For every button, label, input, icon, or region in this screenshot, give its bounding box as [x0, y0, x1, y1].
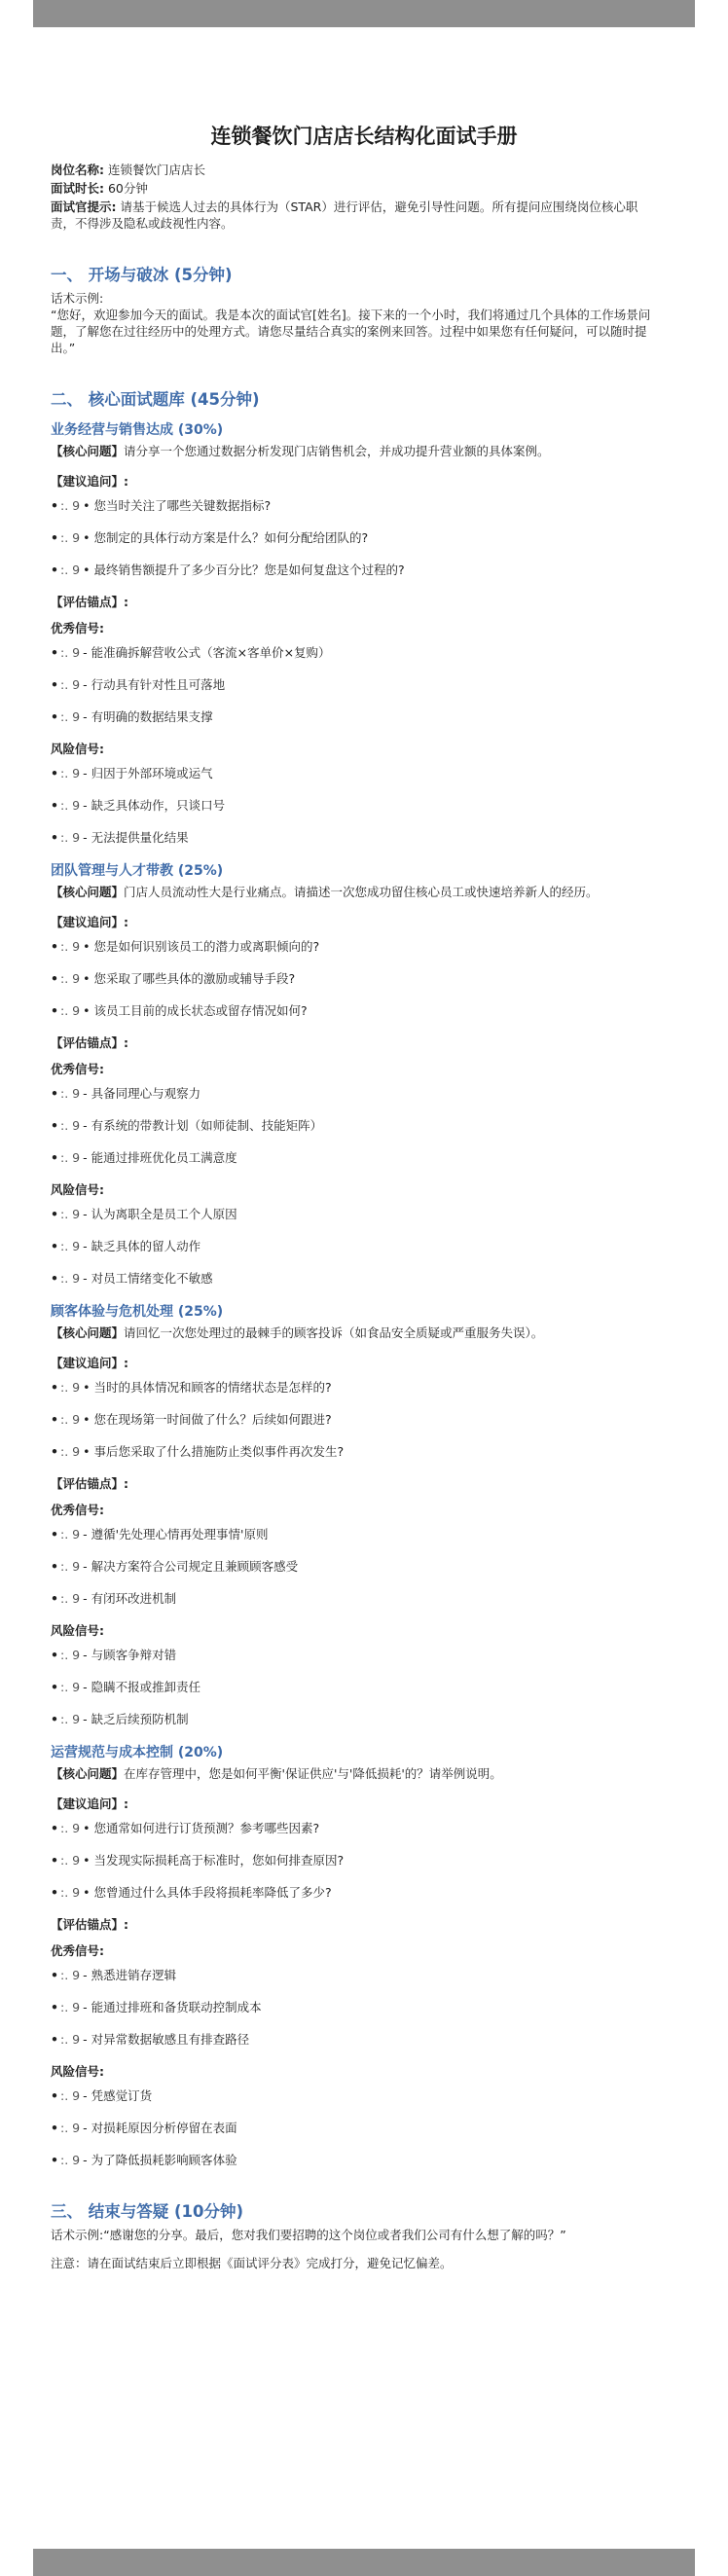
list-item: • :. 9 • 您当时关注了哪些关键数据指标? — [51, 498, 272, 513]
bullet-icon: • — [51, 1853, 58, 1868]
opening-script: “您好，欢迎参加今天的面试。我是本次的面试官[姓名]。接下来的一个小时，我们将通过几个具体的工作场景问题，了解您在过往经历中的处理方式。请您尽量结合真实的案例来回答。过程中如果您有任何疑问，可以随时提出。” — [51, 308, 651, 355]
list-glyph: :. 9 — [60, 798, 81, 813]
list-item: • :. 9 - 缺乏具体的留人动作 — [51, 1239, 201, 1253]
core-question-label: 【核心问题】 — [51, 885, 125, 899]
list-item-text: 无法提供量化结果 — [91, 830, 189, 845]
question-block — [51, 420, 654, 846]
list-item-text: 解决方案符合公司规定且兼顾顾客感受 — [91, 1559, 299, 1574]
list-item-text: 能通过排班优化员工满意度 — [91, 1150, 237, 1165]
list-item: • :. 9 - 与顾客争辩对错 — [51, 1648, 177, 1662]
followup-label: 【建议追问】: — [51, 474, 128, 489]
bullet-icon: • — [51, 1648, 58, 1662]
list-item-text: 有明确的数据结果支撑 — [91, 709, 213, 724]
meta-label: 面试时长: — [51, 181, 104, 196]
list-glyph: :. 9 — [60, 1380, 81, 1395]
bullet-icon: • — [51, 645, 58, 660]
list-item-text: 具备同理心与观察力 — [91, 1086, 201, 1101]
list-glyph: :. 9 — [60, 1680, 81, 1694]
evaluation-label: 【评估锚点】: — [51, 1476, 128, 1491]
list-item-text: 当发现实际损耗高于标准时，您如何排查原因? — [93, 1853, 345, 1868]
bullet-icon: • — [51, 766, 58, 780]
list-glyph: :. 9 — [60, 498, 81, 513]
core-question-text: 请回忆一次您处理过的最棘手的顾客投诉（如食品安全质疑或严重服务失误）。 — [124, 1325, 544, 1340]
competency-heading: 业务经营与销售达成 (30%) — [51, 422, 224, 438]
bullet-icon: • — [51, 562, 58, 577]
list-glyph: :. 9 — [60, 1271, 81, 1286]
good-signal-label: 优秀信号: — [51, 621, 104, 635]
list-glyph: :. 9 — [60, 1968, 81, 1982]
list-glyph: :. 9 — [60, 2153, 81, 2167]
list-glyph: :. 9 — [60, 1118, 81, 1133]
list-item-text: 有闭环改进机制 — [91, 1591, 177, 1606]
list-item-text: 缺乏具体动作，只谈口号 — [91, 798, 226, 813]
competency-heading: 顾客体验与危机处理 (25%) — [51, 1304, 224, 1320]
bullet-icon: • — [51, 1086, 58, 1101]
list-item: • :. 9 - 能准确拆解营收公式（客流×客单价×复购） — [51, 645, 331, 660]
list-item: • :. 9 - 缺乏后续预防机制 — [51, 1712, 189, 1726]
list-item-text: 熟悉进销存逻辑 — [91, 1968, 177, 1982]
list-item: • :. 9 • 当发现实际损耗高于标准时，您如何排查原因? — [51, 1853, 345, 1868]
good-signal-label: 优秀信号: — [51, 1503, 104, 1517]
list-item-text: 遵循'先处理心情再处理事情'原则 — [91, 1527, 269, 1542]
bullet-icon: • — [51, 830, 58, 845]
list-glyph: :. 9 — [60, 645, 81, 660]
list-item-text: 对员工情绪变化不敏感 — [91, 1271, 213, 1286]
list-item: • :. 9 - 有明确的数据结果支撑 — [51, 709, 213, 724]
list-glyph: :. 9 — [60, 939, 81, 954]
section-core-heading: 二、 核心面试题库 (45分钟) — [51, 390, 260, 409]
core-question — [51, 443, 654, 459]
bullet-icon: • — [51, 2000, 58, 2014]
question-block — [51, 861, 654, 1287]
list-item-text: 凭感觉订货 — [91, 2088, 153, 2103]
bullet-icon: • — [51, 1680, 58, 1694]
list-item: • :. 9 - 隐瞒不报或推卸责任 — [51, 1680, 201, 1694]
list-item-text: 当时的具体情况和顾客的情绪状态是怎样的? — [93, 1380, 332, 1395]
document-title: 连锁餐饮门店店长结构化面试手册 — [210, 125, 518, 148]
bullet-icon: • — [51, 2032, 58, 2047]
bullet-icon: • — [51, 1003, 58, 1018]
list-glyph: :. 9 — [60, 1003, 81, 1018]
list-item: • :. 9 - 能通过排班和备货联动控制成本 — [51, 2000, 262, 2014]
closing-script-label: 话术示例: — [51, 2228, 104, 2242]
list-item: • :. 9 - 对损耗原因分析停留在表面 — [51, 2121, 237, 2135]
list-item-text: 您在现场第一时间做了什么？后续如何跟进? — [93, 1412, 332, 1427]
followup-label: 【建议追问】: — [51, 915, 128, 929]
risk-signal-label: 风险信号: — [51, 742, 104, 756]
list-glyph: :. 9 — [60, 2000, 81, 2014]
list-item-text: 缺乏具体的留人动作 — [91, 1239, 201, 1253]
competency-heading: 运营规范与成本控制 (20%) — [51, 1745, 224, 1760]
bullet-icon: • — [51, 1968, 58, 1982]
list-glyph: :. 9 — [60, 1821, 81, 1835]
bullet-icon: • — [51, 1712, 58, 1726]
core-question-text: 在库存管理中，您是如何平衡'保证供应'与'降低损耗'的？请举例说明。 — [124, 1766, 502, 1781]
list-item-text: 您是如何识别该员工的潜力或离职倾向的? — [93, 939, 320, 954]
core-question — [51, 884, 654, 900]
list-item-text: 您制定的具体行动方案是什么？如何分配给团队的? — [93, 530, 369, 545]
bullet-icon: • — [51, 1821, 58, 1835]
list-item: • :. 9 - 对异常数据敏感且有排查路径 — [51, 2032, 250, 2047]
bullet-icon: • — [51, 677, 58, 692]
list-item: • :. 9 • 您曾通过什么具体手段将损耗率降低了多少? — [51, 1885, 332, 1900]
question-block — [51, 1743, 654, 2168]
section-closing-heading: 三、 结束与答疑 (10分钟) — [51, 2202, 244, 2221]
list-item: • :. 9 • 最终销售额提升了多少百分比？您是如何复盘这个过程的? — [51, 562, 405, 577]
bullet-icon: • — [51, 530, 58, 545]
bullet-icon: • — [51, 709, 58, 724]
list-item: • :. 9 - 归因于外部环境或运气 — [51, 766, 213, 780]
list-glyph: :. 9 — [60, 766, 81, 780]
bullet-icon: • — [51, 498, 58, 513]
risk-signal-label: 风险信号: — [51, 1623, 104, 1638]
bullet-icon: • — [51, 1412, 58, 1427]
bullet-icon: • — [51, 1118, 58, 1133]
list-item: • :. 9 • 您制定的具体行动方案是什么？如何分配给团队的? — [51, 530, 369, 545]
list-item: • :. 9 - 能通过排班优化员工满意度 — [51, 1150, 237, 1165]
list-glyph: :. 9 — [60, 1150, 81, 1165]
meta-line — [51, 199, 654, 232]
list-item-text: 有系统的带教计划（如师徒制、技能矩阵） — [91, 1118, 323, 1133]
list-glyph: :. 9 — [60, 1853, 81, 1868]
core-question-label: 【核心问题】 — [51, 1325, 125, 1340]
list-item: • :. 9 • 您通常如何进行订货预测？参考哪些因素? — [51, 1821, 320, 1835]
list-item: • :. 9 - 凭感觉订货 — [51, 2088, 153, 2103]
list-item: • :. 9 - 遵循'先处理心情再处理事情'原则 — [51, 1527, 269, 1542]
list-item-text: 最终销售额提升了多少百分比？您是如何复盘这个过程的? — [93, 562, 405, 577]
list-item: • :. 9 - 具备同理心与观察力 — [51, 1086, 201, 1101]
risk-signal-label: 风险信号: — [51, 2064, 104, 2079]
list-glyph: :. 9 — [60, 971, 81, 986]
bullet-icon: • — [51, 1207, 58, 1221]
list-item-text: 该员工目前的成长状态或留存情况如何? — [93, 1003, 308, 1018]
followup-label: 【建议追问】: — [51, 1796, 128, 1811]
list-glyph: :. 9 — [60, 1239, 81, 1253]
list-item: • :. 9 • 该员工目前的成长状态或留存情况如何? — [51, 1003, 308, 1018]
list-item: • :. 9 • 当时的具体情况和顾客的情绪状态是怎样的? — [51, 1380, 332, 1395]
bullet-icon: • — [51, 1150, 58, 1165]
meta-line — [51, 180, 654, 197]
question-block — [51, 1302, 654, 1727]
list-glyph: :. 9 — [60, 1648, 81, 1662]
closing-script-text: “感谢您的分享。最后，您对我们要招聘的这个岗位或者我们公司有什么想了解的吗？” — [103, 2228, 566, 2242]
list-glyph: :. 9 — [60, 830, 81, 845]
list-item: • :. 9 - 无法提供量化结果 — [51, 830, 189, 845]
core-question — [51, 1765, 654, 1782]
list-item-text: 行动具有针对性且可落地 — [91, 677, 226, 692]
list-item-text: 为了降低损耗影响顾客体验 — [91, 2153, 237, 2167]
meta-value: 连锁餐饮门店店长 — [107, 163, 205, 177]
list-item: • :. 9 - 有系统的带教计划（如师徒制、技能矩阵） — [51, 1118, 323, 1133]
bullet-icon: • — [51, 1444, 58, 1459]
list-item: • :. 9 • 您在现场第一时间做了什么？后续如何跟进? — [51, 1412, 332, 1427]
list-glyph: :. 9 — [60, 2088, 81, 2103]
list-glyph: :. 9 — [60, 1086, 81, 1101]
bullet-icon: • — [51, 1380, 58, 1395]
good-signal-label: 优秀信号: — [51, 1062, 104, 1076]
list-item-text: 对损耗原因分析停留在表面 — [91, 2121, 237, 2135]
core-question-label: 【核心问题】 — [51, 1766, 125, 1781]
bullet-icon: • — [51, 798, 58, 813]
bullet-icon: • — [51, 2121, 58, 2135]
meta-line — [51, 162, 654, 178]
meta-label: 面试官提示: — [51, 200, 117, 214]
meta-label: 岗位名称: — [51, 163, 104, 177]
risk-signal-label: 风险信号: — [51, 1182, 104, 1197]
list-item-text: 缺乏后续预防机制 — [91, 1712, 189, 1726]
list-item-text: 能准确拆解营收公式（客流×客单价×复购） — [91, 645, 331, 660]
list-item-text: 隐瞒不报或推卸责任 — [91, 1680, 201, 1694]
list-item: • :. 9 - 为了降低损耗影响顾客体验 — [51, 2153, 237, 2167]
list-item-text: 您采取了哪些具体的激励或辅导手段? — [93, 971, 296, 986]
list-item-text: 您通常如何进行订货预测？参考哪些因素? — [93, 1821, 320, 1835]
evaluation-label: 【评估锚点】: — [51, 1917, 128, 1932]
list-item: • :. 9 - 对员工情绪变化不敏感 — [51, 1271, 213, 1286]
list-glyph: :. 9 — [60, 677, 81, 692]
core-question — [51, 1324, 654, 1341]
meta-info — [51, 162, 654, 232]
list-glyph: :. 9 — [60, 709, 81, 724]
list-item: • :. 9 • 您是如何识别该员工的潜力或离职倾向的? — [51, 939, 320, 954]
good-signal-label: 优秀信号: — [51, 1943, 104, 1958]
core-question-text: 请分享一个您通过数据分析发现门店销售机会，并成功提升营业额的具体案例。 — [124, 444, 550, 458]
list-glyph: :. 9 — [60, 1412, 81, 1427]
list-item: • :. 9 - 解决方案符合公司规定且兼顾顾客感受 — [51, 1559, 299, 1574]
bullet-icon: • — [51, 2153, 58, 2167]
list-glyph: :. 9 — [60, 2032, 81, 2047]
list-item-text: 事后您采取了什么措施防止类似事件再次发生? — [93, 1444, 345, 1459]
bullet-icon: • — [51, 939, 58, 954]
list-item: • :. 9 • 事后您采取了什么措施防止类似事件再次发生? — [51, 1444, 345, 1459]
question-blocks — [51, 420, 654, 2168]
document-content — [51, 162, 654, 2271]
list-glyph: :. 9 — [60, 1444, 81, 1459]
list-glyph: :. 9 — [60, 1591, 81, 1606]
closing-note: 注意：请在面试结束后立即根据《面试评分表》完成打分，避免记忆偏差。 — [51, 2256, 453, 2270]
list-glyph: :. 9 — [60, 1559, 81, 1574]
bullet-icon: • — [51, 1527, 58, 1542]
bullet-icon: • — [51, 971, 58, 986]
meta-value: 60分钟 — [107, 181, 148, 196]
list-glyph: :. 9 — [60, 1207, 81, 1221]
list-item-text: 能通过排班和备货联动控制成本 — [91, 2000, 262, 2014]
meta-value: 请基于候选人过去的具体行为（STAR）进行评估，避免引导性问题。所有提问应围绕岗位核心职责，不得涉及隐私或歧视性内容。 — [51, 200, 638, 231]
list-glyph: :. 9 — [60, 1527, 81, 1542]
core-question-text: 门店人员流动性大是行业痛点。请描述一次您成功留住核心员工或快速培养新人的经历。 — [124, 885, 599, 899]
list-item: • :. 9 - 缺乏具体动作，只谈口号 — [51, 798, 226, 813]
list-item-text: 认为离职全是员工个人原因 — [91, 1207, 237, 1221]
section-opening-heading: 一、 开场与破冰 (5分钟) — [51, 266, 233, 284]
evaluation-label: 【评估锚点】: — [51, 595, 128, 609]
core-question-label: 【核心问题】 — [51, 444, 125, 458]
closing-script — [51, 2227, 654, 2243]
list-item-text: 与顾客争辩对错 — [91, 1648, 177, 1662]
followup-label: 【建议追问】: — [51, 1356, 128, 1370]
list-item-text: 您曾通过什么具体手段将损耗率降低了多少? — [93, 1885, 332, 1900]
bullet-icon: • — [51, 1239, 58, 1253]
list-item-text: 归因于外部环境或运气 — [91, 766, 213, 780]
bullet-icon: • — [51, 1559, 58, 1574]
list-item: • :. 9 - 认为离职全是员工个人原因 — [51, 1207, 237, 1221]
list-item: • :. 9 - 行动具有针对性且可落地 — [51, 677, 226, 692]
bullet-icon: • — [51, 1885, 58, 1900]
bullet-icon: • — [51, 1271, 58, 1286]
list-glyph: :. 9 — [60, 562, 81, 577]
list-glyph: :. 9 — [60, 530, 81, 545]
list-item: • :. 9 - 有闭环改进机制 — [51, 1591, 177, 1606]
list-glyph: :. 9 — [60, 1712, 81, 1726]
list-item-text: 对异常数据敏感且有排查路径 — [91, 2032, 250, 2047]
bullet-icon: • — [51, 2088, 58, 2103]
list-glyph: :. 9 — [60, 2121, 81, 2135]
opening-script-label: 话术示例: — [51, 291, 104, 306]
bullet-icon: • — [51, 1591, 58, 1606]
list-item: • :. 9 • 您采取了哪些具体的激励或辅导手段? — [51, 971, 296, 986]
list-item-text: 您当时关注了哪些关键数据指标? — [93, 498, 272, 513]
competency-heading: 团队管理与人才带教 (25%) — [51, 863, 224, 879]
evaluation-label: 【评估锚点】: — [51, 1035, 128, 1050]
list-item: • :. 9 - 熟悉进销存逻辑 — [51, 1968, 177, 1982]
list-glyph: :. 9 — [60, 1885, 81, 1900]
